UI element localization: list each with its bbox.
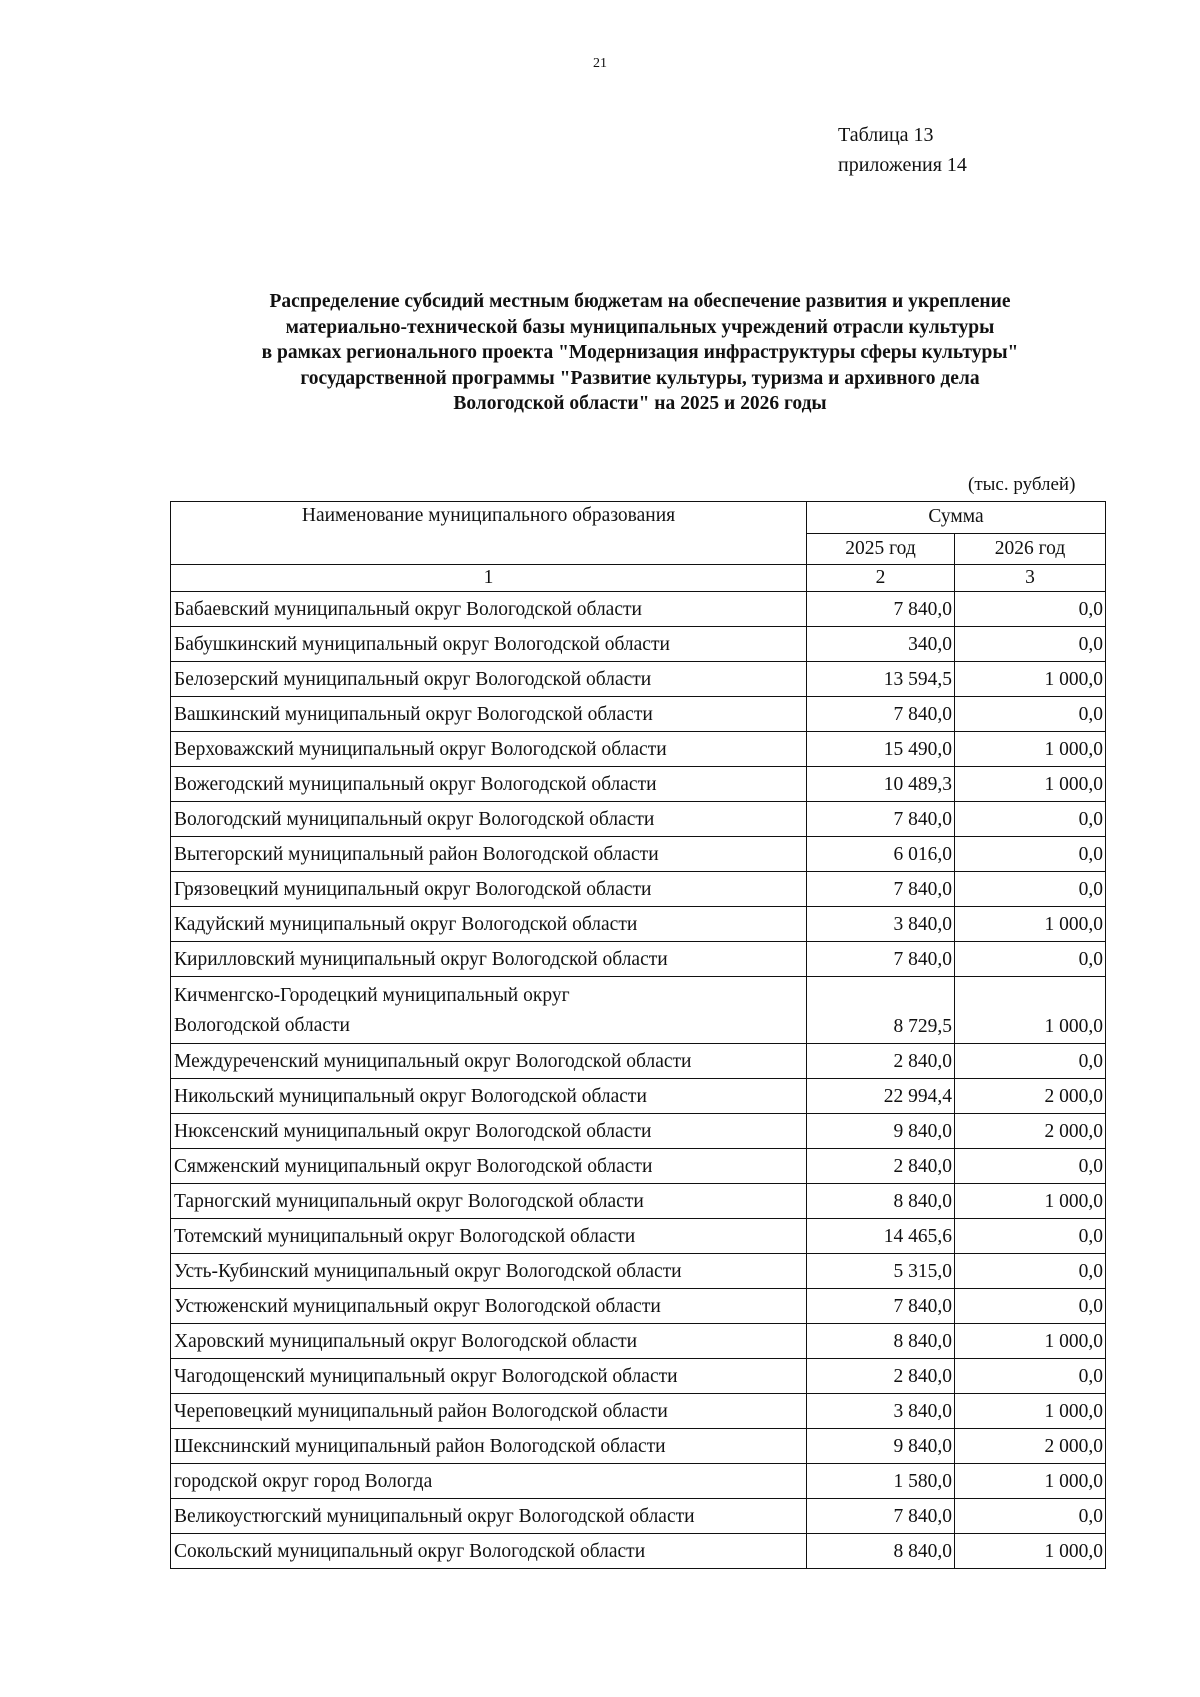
title-line: материально-технической базы муниципальных учреждений отрасли культуры bbox=[285, 316, 995, 338]
amount-2025: 8 729,5 bbox=[807, 977, 955, 1044]
table-row bbox=[171, 942, 1106, 977]
amount-2025: 10 489,3 bbox=[807, 767, 955, 802]
table-row bbox=[171, 1114, 1106, 1149]
amount-2026: 0,0 bbox=[955, 802, 1106, 837]
document-title bbox=[150, 289, 1130, 417]
amount-2025: 8 840,0 bbox=[807, 1534, 955, 1569]
municipality-name: Никольский муниципальный округ Вологодской области bbox=[171, 1079, 807, 1114]
amount-2026: 1 000,0 bbox=[955, 662, 1106, 697]
table-header bbox=[171, 502, 1106, 592]
title-line: в рамках регионального проекта "Модернизация инфраструктуры сферы культуры" bbox=[261, 342, 1019, 363]
amount-2025: 8 840,0 bbox=[807, 1324, 955, 1359]
amount-2026: 1 000,0 bbox=[955, 977, 1106, 1044]
amount-2025: 3 840,0 bbox=[807, 907, 955, 942]
amount-2025: 340,0 bbox=[807, 627, 955, 662]
municipality-name: Вашкинский муниципальный округ Вологодской области bbox=[171, 697, 807, 732]
table-row bbox=[171, 802, 1106, 837]
amount-2025: 22 994,4 bbox=[807, 1079, 955, 1114]
municipality-name: Кадуйский муниципальный округ Вологодской области bbox=[171, 907, 807, 942]
table-row bbox=[171, 767, 1106, 802]
table-row bbox=[171, 1044, 1106, 1079]
municipality-name: Кирилловский муниципальный округ Вологодской области bbox=[171, 942, 807, 977]
table-reference-line: приложения 14 bbox=[838, 154, 967, 176]
amount-2025: 7 840,0 bbox=[807, 592, 955, 627]
municipality-name: Шекснинский муниципальный район Вологодской области bbox=[171, 1429, 807, 1464]
amount-2026: 1 000,0 bbox=[955, 907, 1106, 942]
amount-2026: 1 000,0 bbox=[955, 1324, 1106, 1359]
table-row bbox=[171, 1464, 1106, 1499]
table-row bbox=[171, 1219, 1106, 1254]
amount-2025: 8 840,0 bbox=[807, 1184, 955, 1219]
municipality-name: Устюженский муниципальный округ Вологодской области bbox=[171, 1289, 807, 1324]
amount-2025: 7 840,0 bbox=[807, 1289, 955, 1324]
amount-2026: 1 000,0 bbox=[955, 767, 1106, 802]
header-column-number: 1 bbox=[171, 565, 807, 592]
header-column-number: 2 bbox=[807, 565, 955, 592]
title-line: государственной программы "Развитие культуры, туризма и архивного дела bbox=[300, 367, 980, 389]
amount-2026: 0,0 bbox=[955, 1254, 1106, 1289]
subsidy-table bbox=[170, 501, 1106, 1569]
table-body bbox=[171, 592, 1106, 1569]
municipality-name-line: Кичменгско-Городецкий муниципальный округ bbox=[174, 985, 570, 1006]
table-row bbox=[171, 697, 1106, 732]
table-row bbox=[171, 1254, 1106, 1289]
table-row bbox=[171, 1079, 1106, 1114]
table-row bbox=[171, 592, 1106, 627]
amount-2026: 0,0 bbox=[955, 1149, 1106, 1184]
amount-2025: 9 840,0 bbox=[807, 1114, 955, 1149]
amount-2025: 3 840,0 bbox=[807, 1394, 955, 1429]
amount-2025: 2 840,0 bbox=[807, 1044, 955, 1079]
title-line: Вологодской области" на 2025 и 2026 годы bbox=[453, 393, 827, 414]
units-label: (тыс. рублей) bbox=[968, 474, 1076, 495]
table-row bbox=[171, 837, 1106, 872]
table-row bbox=[171, 907, 1106, 942]
header-name-column: Наименование муниципального образования bbox=[171, 502, 807, 565]
amount-2025: 15 490,0 bbox=[807, 732, 955, 767]
amount-2025: 7 840,0 bbox=[807, 1499, 955, 1534]
municipality-name: Тотемский муниципальный округ Вологодской области bbox=[171, 1219, 807, 1254]
municipality-name: Тарногский муниципальный округ Вологодской области bbox=[171, 1184, 807, 1219]
header-column-number: 3 bbox=[955, 565, 1106, 592]
amount-2026: 0,0 bbox=[955, 1499, 1106, 1534]
header-year-2025: 2025 год bbox=[807, 533, 955, 565]
table-row bbox=[171, 1534, 1106, 1569]
amount-2025: 2 840,0 bbox=[807, 1149, 955, 1184]
amount-2025: 7 840,0 bbox=[807, 697, 955, 732]
table-row bbox=[171, 1429, 1106, 1464]
amount-2026: 2 000,0 bbox=[955, 1079, 1106, 1114]
header-sum-column: Сумма bbox=[807, 502, 1106, 534]
table-row bbox=[171, 1499, 1106, 1534]
municipality-name: Междуреченский муниципальный округ Вологодской области bbox=[171, 1044, 807, 1079]
amount-2026: 0,0 bbox=[955, 837, 1106, 872]
table-row bbox=[171, 1394, 1106, 1429]
table-row bbox=[171, 1359, 1106, 1394]
table-row bbox=[171, 872, 1106, 907]
table-reference-line: Таблица 13 bbox=[838, 124, 934, 146]
amount-2026: 1 000,0 bbox=[955, 732, 1106, 767]
amount-2026: 1 000,0 bbox=[955, 1184, 1106, 1219]
amount-2026: 1 000,0 bbox=[955, 1394, 1106, 1429]
amount-2026: 0,0 bbox=[955, 1219, 1106, 1254]
amount-2026: 0,0 bbox=[955, 627, 1106, 662]
amount-2025: 5 315,0 bbox=[807, 1254, 955, 1289]
municipality-name: Вытегорский муниципальный район Вологодской области bbox=[171, 837, 807, 872]
amount-2026: 0,0 bbox=[955, 1044, 1106, 1079]
table-row bbox=[171, 732, 1106, 767]
municipality-name: Усть-Кубинский муниципальный округ Вологодской области bbox=[171, 1254, 807, 1289]
amount-2026: 0,0 bbox=[955, 1289, 1106, 1324]
table-row bbox=[171, 1184, 1106, 1219]
amount-2026: 2 000,0 bbox=[955, 1429, 1106, 1464]
municipality-name: Вологодский муниципальный округ Вологодской области bbox=[171, 802, 807, 837]
amount-2026: 0,0 bbox=[955, 1359, 1106, 1394]
municipality-name: Вожегодский муниципальный округ Вологодской области bbox=[171, 767, 807, 802]
amount-2026: 0,0 bbox=[955, 942, 1106, 977]
amount-2026: 1 000,0 bbox=[955, 1464, 1106, 1499]
amount-2026: 0,0 bbox=[955, 872, 1106, 907]
table-row bbox=[171, 977, 1106, 1044]
table-row bbox=[171, 662, 1106, 697]
title-line: Распределение субсидий местным бюджетам на обеспечение развития и укрепление bbox=[269, 291, 1011, 312]
table-row bbox=[171, 627, 1106, 662]
municipality-name: Бабаевский муниципальный округ Вологодской области bbox=[171, 592, 807, 627]
municipality-name: Сокольский муниципальный округ Вологодской области bbox=[171, 1534, 807, 1569]
municipality-name: Харовский муниципальный округ Вологодской области bbox=[171, 1324, 807, 1359]
amount-2025: 2 840,0 bbox=[807, 1359, 955, 1394]
amount-2025: 7 840,0 bbox=[807, 802, 955, 837]
amount-2026: 0,0 bbox=[955, 592, 1106, 627]
table-row bbox=[171, 1289, 1106, 1324]
municipality-name: Белозерский муниципальный округ Вологодской области bbox=[171, 662, 807, 697]
municipality-name: Чагодощенский муниципальный округ Вологодской области bbox=[171, 1359, 807, 1394]
table-reference bbox=[838, 120, 967, 180]
amount-2025: 1 580,0 bbox=[807, 1464, 955, 1499]
amount-2026: 2 000,0 bbox=[955, 1114, 1106, 1149]
municipality-name: Грязовецкий муниципальный округ Вологодской области bbox=[171, 872, 807, 907]
municipality-name: Верховажский муниципальный округ Вологодской области bbox=[171, 732, 807, 767]
municipality-name bbox=[171, 977, 807, 1044]
header-year-2026: 2026 год bbox=[955, 533, 1106, 565]
amount-2025: 7 840,0 bbox=[807, 942, 955, 977]
municipality-name: Сямженский муниципальный округ Вологодской области bbox=[171, 1149, 807, 1184]
amount-2026: 0,0 bbox=[955, 697, 1106, 732]
amount-2025: 6 016,0 bbox=[807, 837, 955, 872]
amount-2025: 7 840,0 bbox=[807, 872, 955, 907]
municipality-name: Череповецкий муниципальный район Вологодской области bbox=[171, 1394, 807, 1429]
municipality-name-line: Вологодской области bbox=[174, 1015, 350, 1036]
municipality-name: Нюксенский муниципальный округ Вологодской области bbox=[171, 1114, 807, 1149]
amount-2025: 9 840,0 bbox=[807, 1429, 955, 1464]
table-row bbox=[171, 1149, 1106, 1184]
amount-2026: 1 000,0 bbox=[955, 1534, 1106, 1569]
municipality-name: городской округ город Вологда bbox=[171, 1464, 807, 1499]
amount-2025: 13 594,5 bbox=[807, 662, 955, 697]
municipality-name: Бабушкинский муниципальный округ Вологодской области bbox=[171, 627, 807, 662]
municipality-name: Великоустюгский муниципальный округ Вологодской области bbox=[171, 1499, 807, 1534]
page-number: 21 bbox=[593, 56, 607, 71]
amount-2025: 14 465,6 bbox=[807, 1219, 955, 1254]
table-row bbox=[171, 1324, 1106, 1359]
